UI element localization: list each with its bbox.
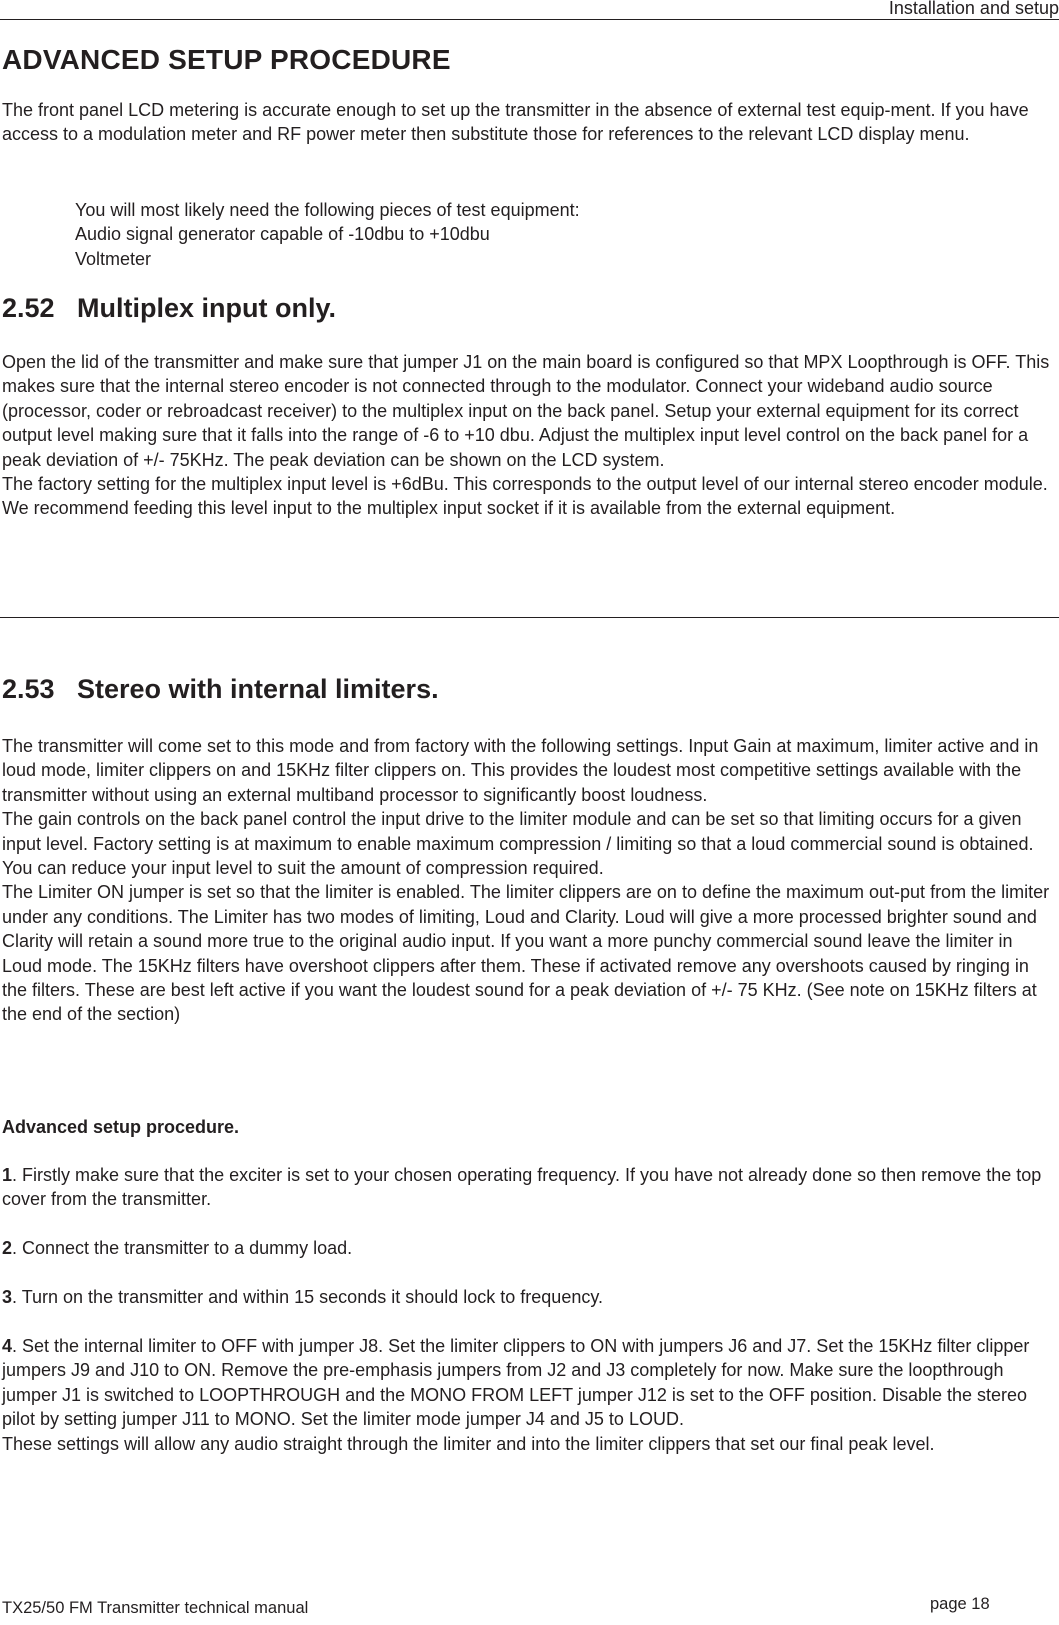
body-paragraph: The factory setting for the multiplex input level is +6dBu. This corresponds to the output level of our internal stereo encoder module. We recommend feeding this level input to the multiplex input socket if it is available from the external equipment. <box>2 474 1048 519</box>
page-title: ADVANCED SETUP PROCEDURE <box>2 44 451 75</box>
section-title: Multiplex input only. <box>77 293 336 323</box>
body-paragraph: The Limiter ON jumper is set so that the limiter is enabled. The limiter clippers are on to define the maximum out-put from the limiter under any conditions. The Limiter has two modes of limiting, Loud and Clarity. Loud will give a more processed brighter sound and Clarity will retain a sound more true to the original audio input. If you want a more punchy commercial sound leave the limiter in Loud mode. The 15KHz filters have overshoot clippers after them. These if activated remove any overshoots caused by ringing in the filters. These are best left active if you want the loudest sound for a peak deviation of +/- 75 KHz. (See note on 15KHz filters at the end of the section) <box>2 882 1050 1025</box>
equipment-item: Voltmeter <box>75 248 152 269</box>
equipment-list <box>75 198 580 271</box>
step-text: . Turn on the transmitter and within 15 seconds it should lock to frequency. <box>12 1287 604 1307</box>
body-paragraph: Open the lid of the transmitter and make sure that jumper J1 on the main board is configured so that MPX Loopthrough is OFF. This makes sure that the internal stereo encoder is not connected through to the modulator. Connect your wideband audio source (processor, coder or rebroadcast receiver) to the multiplex input on the back panel. Setup your external equipment for its correct output level making sure that it falls into the range of -6 to +10 dbu. Adjust the multiplex input level control on the back panel for a peak deviation of +/- 75KHz. The peak deviation can be shown on the LCD system. <box>2 352 1050 470</box>
section-2-53-heading <box>2 674 439 705</box>
procedure-step-4-block <box>2 1334 1056 1456</box>
section-2-52-heading <box>2 293 336 324</box>
section-divider <box>0 617 1059 618</box>
body-paragraph: The transmitter will come set to this mode and from factory with the following settings. Input Gain at maximum, limiter active and in loud mode, limiter clippers on and 15KHz filter clippers on. This provides the loudest most competitive settings available with the transmitter without using an external multiband processor to significantly boost loudness. <box>2 736 1039 805</box>
section-2-52-body <box>2 350 1056 521</box>
procedure-step <box>2 1163 1056 1212</box>
header-rule <box>0 19 1059 20</box>
running-header: Installation and setup <box>888 0 1059 18</box>
section-2-53-body <box>2 734 1056 1027</box>
step-number: 2 <box>2 1238 13 1258</box>
section-title: Stereo with internal limiters. <box>77 674 439 704</box>
step-text: . Set the internal limiter to OFF with jumper J8. Set the limiter clippers to ON with jumpers J6 and J7. Set the 15KHz filter clipper jumpers J9 and J10 to ON. Remove the pre-emphasis jumpers from J2 and J3 completely for now. Make sure the loopthrough jumper J1 is switched to LOOPTHROUGH and the MONO FROM LEFT jumper J12 is set to the OFF position. Disable the stereo pilot by setting jumper J11 to MONO. Set the limiter mode jumper J4 and J5 to LOUD. <box>2 1336 1030 1430</box>
procedure-step <box>2 1236 1056 1260</box>
step-number: 4 <box>2 1336 13 1356</box>
step-text: . Firstly make sure that the exciter is set to your chosen operating frequency. If you have not already done so then remove the top cover from the transmitter. <box>2 1165 1042 1210</box>
footer-page-number: page 18 <box>930 1595 990 1613</box>
equipment-lead: You will most likely need the following pieces of test equipment: <box>75 200 580 220</box>
procedure-step <box>2 1285 1056 1309</box>
equipment-item: Audio signal generator capable of -10dbu to +10dbu <box>75 224 490 245</box>
procedure-heading: Advanced setup procedure. <box>2 1117 240 1137</box>
step-number: 3 <box>2 1287 13 1307</box>
section-number: 2.53 <box>2 674 55 704</box>
procedure-closing: These settings will allow any audio straight through the limiter and into the limiter clippers that set our final peak level. <box>2 1433 935 1454</box>
intro-paragraph: The front panel LCD metering is accurate enough to set up the transmitter in the absence of external test equip-ment. If you have access to a modulation meter and RF power meter then substitute those for references to the relevant LCD display menu. <box>2 100 1029 145</box>
body-paragraph: The gain controls on the back panel control the input drive to the limiter module and can be set so that limiting occurs for a given input level. Factory setting is at maximum to enable maximum compression / limiting so that a loud commercial sound is obtained. You can reduce your input level to suit the amount of compression required. <box>2 809 1034 879</box>
step-text: . Connect the transmitter to a dummy load. <box>12 1238 353 1258</box>
procedure-step <box>2 1334 1056 1432</box>
footer-manual-title: TX25/50 FM Transmitter technical manual <box>2 1599 309 1617</box>
section-number: 2.52 <box>2 293 55 323</box>
step-number: 1 <box>2 1165 13 1185</box>
